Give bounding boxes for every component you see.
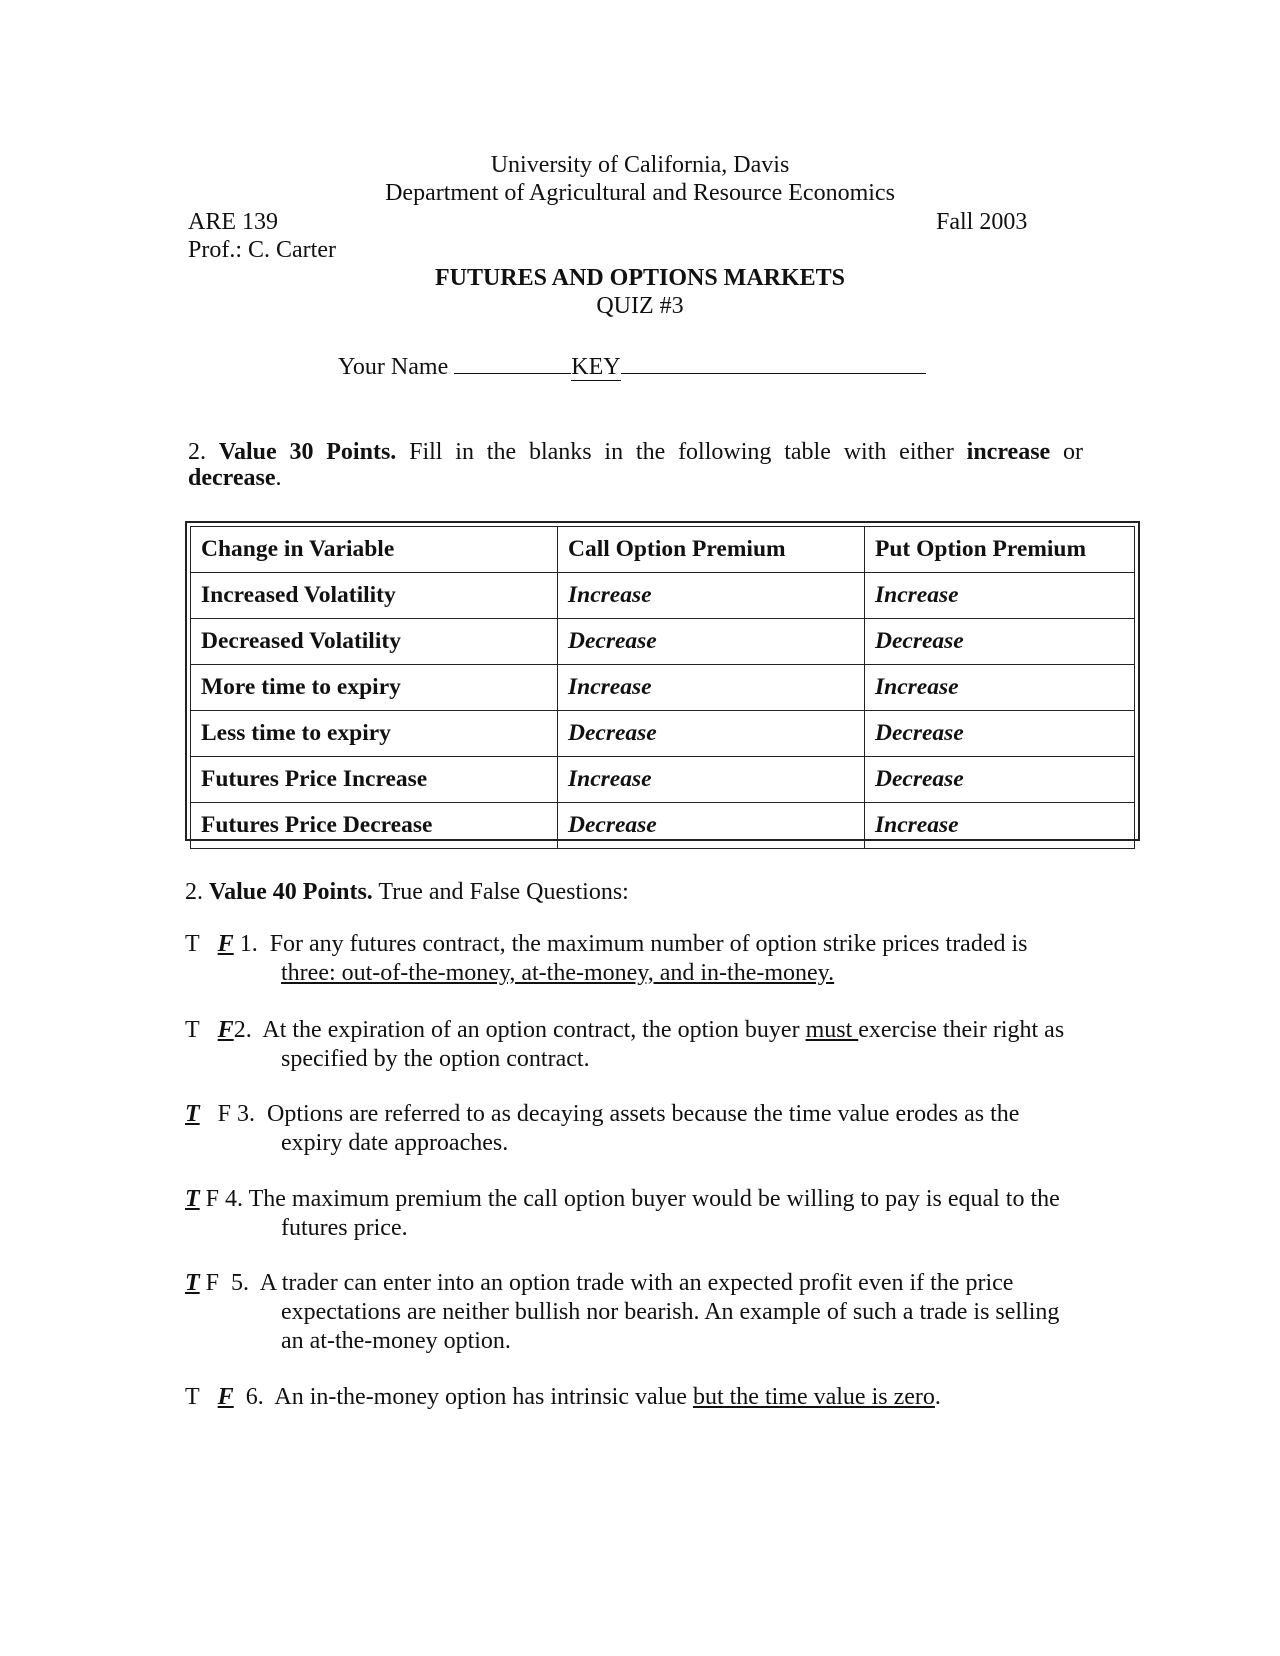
true-option: T [185, 931, 200, 957]
professor: Prof.: C. Carter [188, 237, 336, 263]
question-text-line2: futures price. [281, 1215, 408, 1241]
false-option-selected: F [217, 1017, 234, 1043]
true-option: T [185, 1017, 200, 1043]
false-option-selected: F [217, 931, 234, 957]
question-text: At the expiration of an option contract, the option buyer [262, 1017, 800, 1043]
put-answer-cell: Increase [865, 803, 1135, 849]
question-text-line2: expiry date approaches. [281, 1130, 509, 1156]
question-1 [185, 930, 1085, 988]
call-answer-cell: Decrease [558, 803, 865, 849]
question-text-cont: exercise their right as [858, 1017, 1065, 1043]
question-text-line2: specified by the option contract. [281, 1046, 590, 1072]
variable-cell: Increased Volatility [191, 573, 558, 619]
question-text: The maximum premium the call option buyer would be willing to pay is equal to the [248, 1186, 1060, 1212]
question-text: For any futures contract, the maximum number of option strike prices traded is [269, 931, 1028, 957]
header-call-option-premium: Call Option Premium [558, 527, 865, 573]
question-3 [185, 1100, 1085, 1158]
put-answer-cell: Increase [865, 665, 1135, 711]
name-line [338, 351, 926, 379]
question-text-underlined: three: out-of-the-money, at-the-money, and in-the-money. [281, 960, 835, 986]
question-6 [185, 1383, 1085, 1412]
question-number: 4. [225, 1186, 244, 1212]
question-number: 1. [239, 931, 258, 957]
call-answer-cell: Increase [558, 665, 865, 711]
table-header-row [191, 527, 1135, 573]
name-label: Your Name [338, 354, 449, 380]
true-option: T [185, 1384, 200, 1410]
name-blank-left [454, 351, 571, 374]
header-change-in-variable: Change in Variable [191, 527, 558, 573]
term: Fall 2003 [936, 209, 1028, 235]
question-number: 5. [231, 1270, 250, 1296]
section2-heading: 2. Value 40 Points. True and False Questions: [185, 879, 629, 905]
question-number: 3. [237, 1101, 256, 1127]
table-row [191, 573, 1135, 619]
header-put-option-premium: Put Option Premium [865, 527, 1135, 573]
name-value: KEY [571, 354, 621, 380]
question-5 [185, 1269, 1085, 1356]
true-option-selected: T [185, 1186, 200, 1212]
put-answer-cell: Decrease [865, 757, 1135, 803]
question-text: A trader can enter into an option trade with an expected profit even if the price [259, 1270, 1014, 1296]
table-row [191, 665, 1135, 711]
question-2 [185, 1016, 1085, 1074]
variable-cell: Futures Price Increase [191, 757, 558, 803]
false-option: F [205, 1186, 220, 1212]
false-option: F [205, 1270, 220, 1296]
question-text-underlined: must [805, 1017, 859, 1043]
true-option-selected: T [185, 1101, 200, 1127]
question-text: An in-the-money option has intrinsic value [274, 1384, 687, 1410]
page-title: FUTURES AND OPTIONS MARKETS [434, 265, 846, 291]
premium-table [185, 521, 1140, 841]
variable-cell: Decreased Volatility [191, 619, 558, 665]
call-answer-cell: Decrease [558, 619, 865, 665]
question-text-line3: an at-the-money option. [281, 1328, 511, 1354]
section1-instructions: 2. Value 30 Points. Fill in the blanks in the following table with either increase or [188, 439, 1084, 465]
put-answer-cell: Increase [865, 573, 1135, 619]
true-option-selected: T [185, 1270, 200, 1296]
question-text-underlined: but the time value is zero [692, 1384, 935, 1410]
university-name: University of California, Davis [490, 152, 790, 178]
table-row [191, 757, 1135, 803]
call-answer-cell: Increase [558, 757, 865, 803]
table-row [191, 711, 1135, 757]
put-answer-cell: Decrease [865, 619, 1135, 665]
department-name: Department of Agricultural and Resource Economics [385, 180, 895, 206]
call-answer-cell: Decrease [558, 711, 865, 757]
question-text-line2: expectations are neither bullish nor bearish. An example of such a trade is selling [281, 1299, 1060, 1325]
false-option: F [217, 1101, 232, 1127]
variable-cell: Less time to expiry [191, 711, 558, 757]
quiz-number: QUIZ #3 [596, 293, 684, 319]
question-4 [185, 1185, 1085, 1243]
false-option-selected: F [217, 1384, 234, 1410]
question-number: 2. [233, 1017, 252, 1043]
question-number: 6. [245, 1384, 264, 1410]
put-answer-cell: Decrease [865, 711, 1135, 757]
name-blank-right [621, 351, 926, 374]
question-text: Options are referred to as decaying assets because the time value erodes as the [267, 1101, 1020, 1127]
course-code: ARE 139 [188, 209, 278, 235]
question-text-end: . [934, 1384, 941, 1410]
variable-cell: More time to expiry [191, 665, 558, 711]
table-row [191, 803, 1135, 849]
table-row [191, 619, 1135, 665]
variable-cell: Futures Price Decrease [191, 803, 558, 849]
section1-instructions-cont: decrease. [188, 465, 282, 491]
call-answer-cell: Increase [558, 573, 865, 619]
